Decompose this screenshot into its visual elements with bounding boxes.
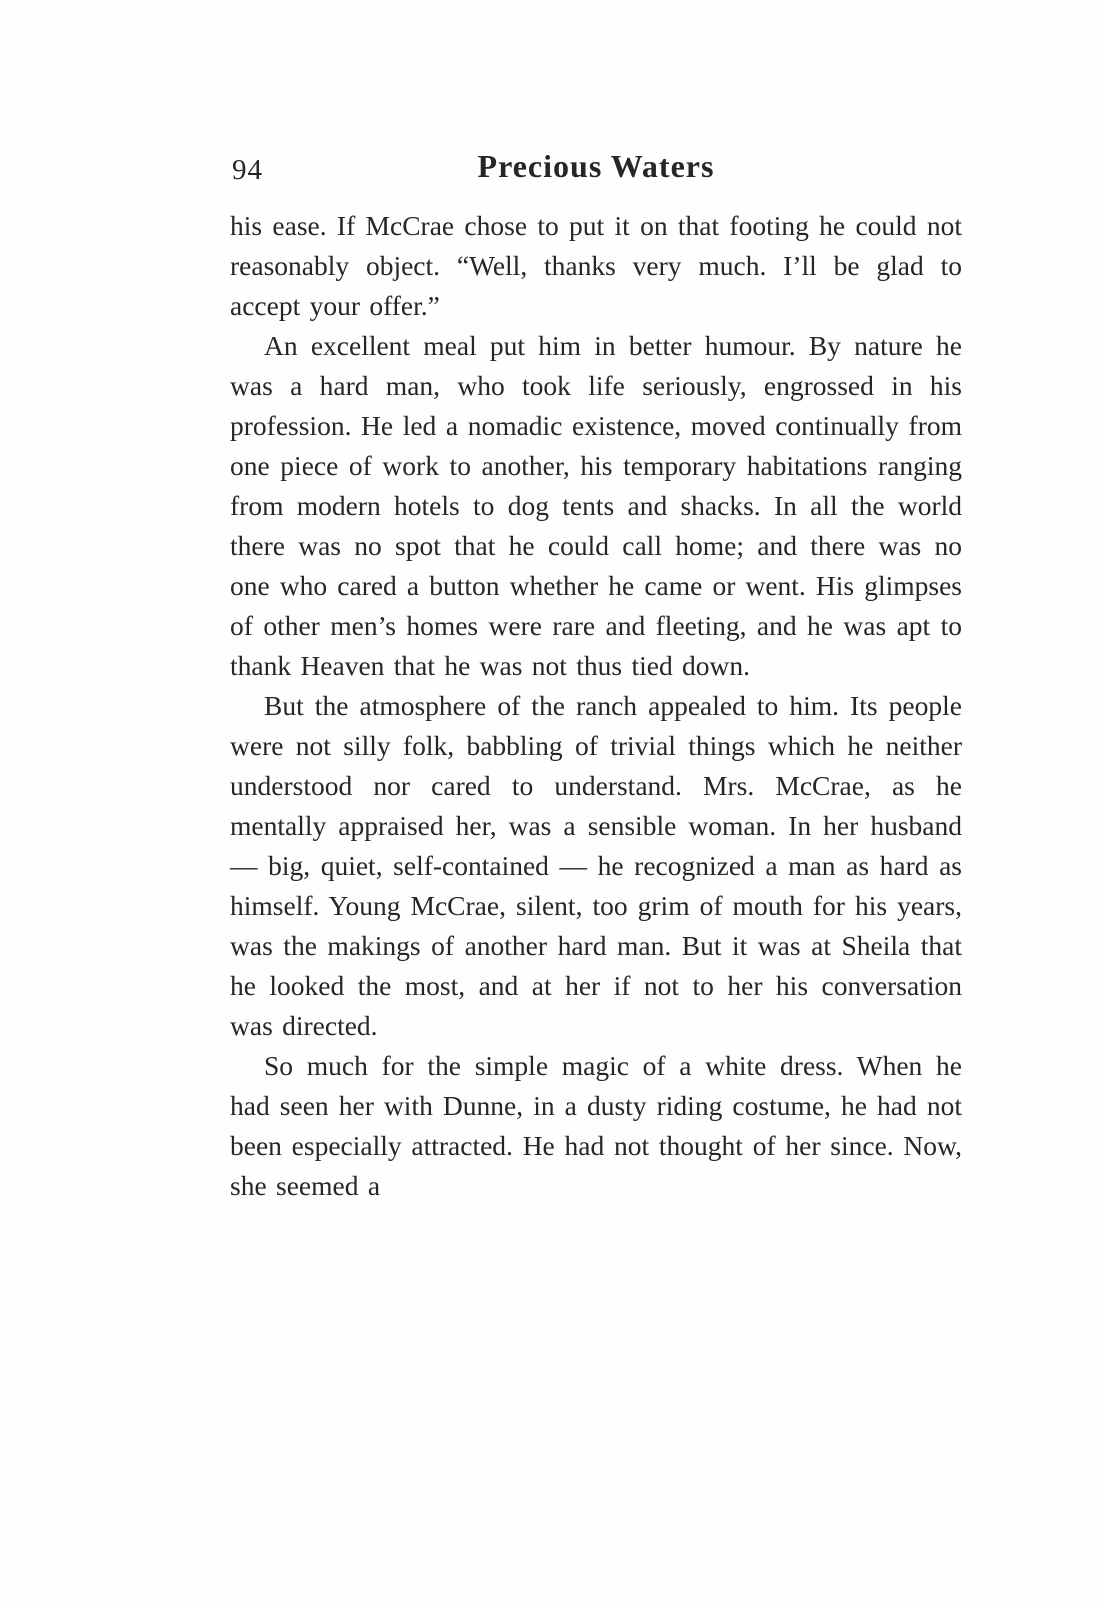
page-content [230,148,962,1206]
paragraph: his ease. If McCrae chose to put it on that footing he could not reasonably object. “Well, thanks very much. I’ll be glad to accept your offer.” [230,210,962,321]
body-text [230,206,962,1206]
paragraph: But the atmosphere of the ranch appealed to him. Its people were not silly folk, babbling of trivial things which he neither understood nor cared to understand. Mrs. McCrae, as he mentally appraised her, was a sensible woman. In her husband — big, quiet, self-contained — he recognized a man as hard as himself. Young McCrae, silent, too grim of mouth for his years, was the makings of another hard man. But it was at Sheila that he looked the most, and at her if not to her his conversation was directed. [230,690,962,1041]
page-number: 94 [232,154,263,186]
running-title: Precious Waters [477,148,715,184]
paragraph: So much for the simple magic of a white dress. When he had seen her with Dunne, in a dusty riding costume, he had not been especially attracted. He had not thought of her since. Now, she seemed a [230,1050,962,1201]
paragraph: An excellent meal put him in better humour. By nature he was a hard man, who took life seriously, engrossed in his profession. He led a nomadic existence, moved continually from one piece of work to another, his temporary habitations ranging from modern hotels to dog tents and shacks. In all the world there was no spot that he could call home; and there was no one who cared a button whether he came or went. His glimpses of other men’s homes were rare and fleeting, and he was apt to thank Heaven that he was not thus tied down. [230,330,962,681]
page-header [230,148,962,192]
scan-specks [0,0,2,2]
